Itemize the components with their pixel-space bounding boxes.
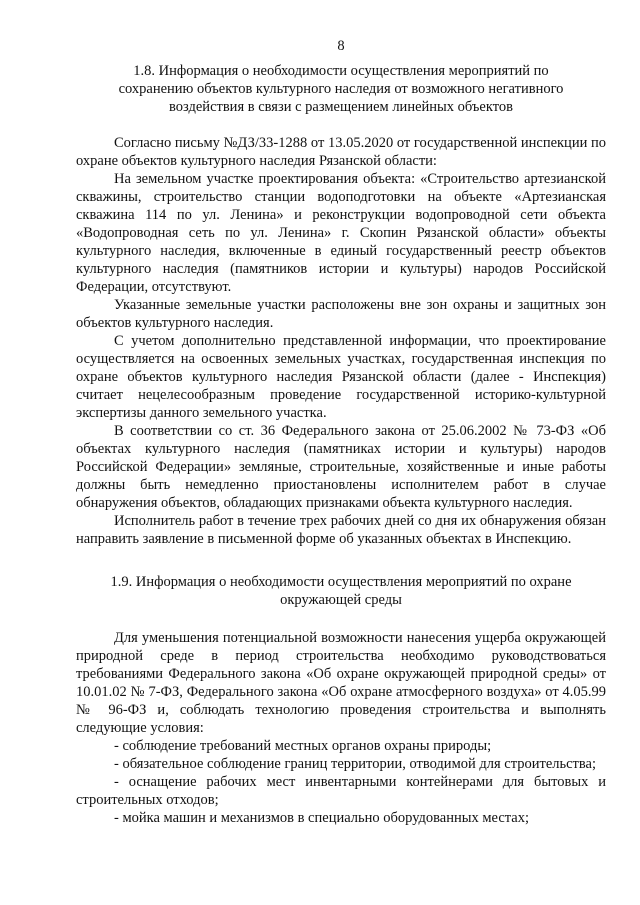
paragraph: Исполнитель работ в течение трех рабочих дней со дня их обнаружения обязан направить заявление в письменной форме об указанных объектах в Инспекцию. <box>76 513 606 547</box>
heading-line: сохранению объектов культурного наследия от возможного негативного <box>118 81 564 97</box>
paragraph: Согласно письму №ДЗ/33-1288 от 13.05.2020 от государственной инспекции по охране объектов культурного наследия Рязанской области: <box>76 135 606 169</box>
paragraph: С учетом дополнительно представленной информации, что проектирование осуществляется на освоенных земельных участках, государственная инспекция по охране объектов культурного наследия Рязанской области (далее - Инспекция) считает нецелесообразным проведение государственной историко-культурной экспертизы данного земельного участка. <box>76 333 606 421</box>
paragraph: На земельном участке проектирования объекта: «Строительство артезианской скважины, строительство станции водоподготовки на объекте «Артезианская скважина 114 по ул. Ленина» и реконструкции водопроводной сети объекта «Водопроводная сеть по ул. Ленина» г. Скопин Рязанской области» объекты культурного наследия, включенные в единый государственный реестр объектов культурного наследия (памятников истории и культуры) народов Российской Федерации, отсутствуют. <box>76 171 606 295</box>
heading-line: воздействия в связи с размещением линейных объектов <box>169 99 513 115</box>
page-number: 8 <box>337 38 345 54</box>
section-1-8-body <box>76 134 606 548</box>
section-1-8-heading <box>76 62 606 116</box>
heading-line: окружающей среды <box>280 592 402 608</box>
paragraph: В соответствии со ст. 36 Федерального закона от 25.06.2002 № 73-ФЗ «Об объектах культурного наследия (памятниках истории и культуры) народов Российской Федерации» земляные, строительные, хозяйственные и иные работы должны быть немедленно приостановлены исполнителем работ в случае обнаружения объектов, обладающих признаками объекта культурного наследия. <box>76 423 606 511</box>
paragraph: Указанные земельные участки расположены вне зон охраны и защитных зон объектов культурного наследия. <box>76 297 606 331</box>
list-item: - оснащение рабочих мест инвентарными контейнерами для бытовых и строительных отходов; <box>76 774 606 808</box>
list-item: - обязательное соблюдение границ территории, отводимой для строительства; <box>114 756 597 772</box>
heading-line: 1.8. Информация о необходимости осуществления мероприятий по <box>133 63 549 79</box>
list-item: - соблюдение требований местных органов охраны природы; <box>114 738 492 754</box>
section-1-9-heading <box>76 573 606 609</box>
section-1-9-body <box>76 629 606 827</box>
paragraph: Для уменьшения потенциальной возможности нанесения ущерба окружающей природной среде в период строительства необходимо руководствоваться требованиями Федерального закона «Об охране окружающей природной среды» от 10.01.02 № 7-ФЗ, Федерального закона «Об охране атмосферного воздуха» от 4.05.99 № 96-ФЗ и, соблюдать технологию проведения строительства и выполнять следующие условия: <box>76 630 606 736</box>
list-item: - мойка машин и механизмов в специально оборудованных местах; <box>114 810 530 826</box>
heading-line: 1.9. Информация о необходимости осуществления мероприятий по охране <box>110 574 572 590</box>
